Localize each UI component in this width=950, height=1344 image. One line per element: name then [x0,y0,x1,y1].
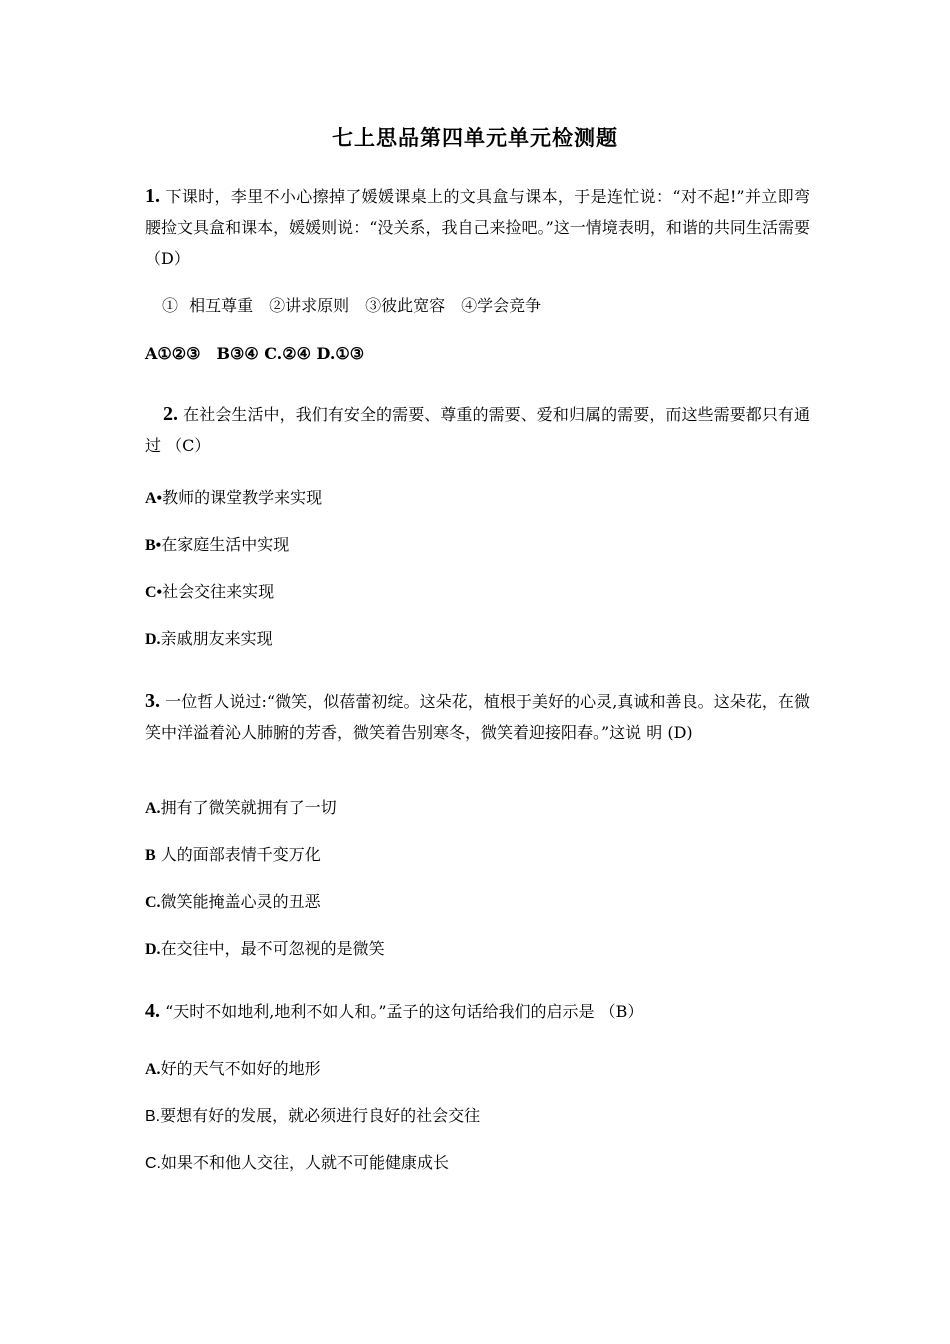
option-text: 人的面部表情千变万化 [155,845,321,864]
option-text: 如果不和他人交往，人就不可能健康成长 [161,1153,450,1172]
question-2-option-b [145,533,810,558]
question-1-statements: ① 相互尊重 ②讲求原则 ③彼此宽容 ④学会竞争 [162,296,542,315]
option-letter: D. [145,631,161,648]
question-number: 2. [163,403,178,425]
option-text: 教师的课堂教学来实现 [162,488,323,507]
question-number: 3. [145,690,160,712]
option-letter: B• [145,537,162,554]
option-letter: C• [145,584,163,601]
option-text: 拥有了微笑就拥有了一切 [160,798,337,817]
question-4 [145,996,810,1027]
option-text: 微笑能掩盖心灵的丑恶 [160,892,321,911]
question-3-option-d [145,937,810,962]
question-number: 1. [145,185,160,207]
option-letter: C. [145,1155,161,1172]
question-2 [145,399,810,461]
question-3-option-c [145,890,810,915]
question-1-choices: A①②③ B③④ C.②④ D.①③ [145,344,365,363]
question-text: “天时不如地利,地利不如人和。”孟子的这句话给我们的启示是 （B） [165,1002,644,1021]
question-2-option-d [145,627,810,652]
question-4-option-a [145,1057,810,1082]
option-letter: B. [145,1108,161,1125]
question-2-option-c [145,580,810,605]
option-text: 在家庭生活中实现 [161,535,290,554]
question-text: 下课时，李里不小心擦掉了媛媛课桌上的文具盒与课本，于是连忙说：“对不起!”并立即弯腰捡文具盒和课本，媛媛则说：“没关系，我自己来捡吧。”这一情境表明，和谐的共同生活需要 （D） [145,187,810,268]
question-text: 一位哲人说过:“微笑，似蓓蕾初绽。这朵花，植根于美好的心灵,真诚和善良。这朵花，在微笑中洋溢着沁人肺腑的芳香，微笑着告别寒冬，微笑着迎接阳春。”这说 明 (D) [145,692,810,742]
option-text: 在交往中，最不可忽视的是微笑 [160,939,385,958]
option-letter: A. [145,1061,161,1078]
option-letter: A• [145,490,163,507]
question-3-option-a [145,796,810,821]
option-letter: D. [145,941,161,958]
question-text: 在社会生活中，我们有安全的需要、尊重的需要、爱和归属的需要，而这些需要都只有通过 （C） [145,405,810,455]
question-3-option-b [145,843,810,868]
question-2-option-a [145,486,810,511]
option-text: 好的天气不如好的地形 [160,1059,321,1078]
question-1 [145,181,810,274]
page-title: 七上思品第四单元单元检测题 [332,125,618,150]
option-text: 社会交往来实现 [162,582,275,601]
question-4-option-b [145,1104,810,1129]
option-letter: A. [145,800,161,817]
question-3 [145,686,810,748]
option-text: 要想有好的发展，就必须进行良好的社会交往 [160,1106,481,1125]
question-4-option-c [145,1151,810,1176]
option-text: 亲戚朋友来实现 [160,629,273,648]
question-number: 4. [145,1000,160,1022]
option-letter: C. [145,894,161,911]
option-letter: B [145,847,156,864]
